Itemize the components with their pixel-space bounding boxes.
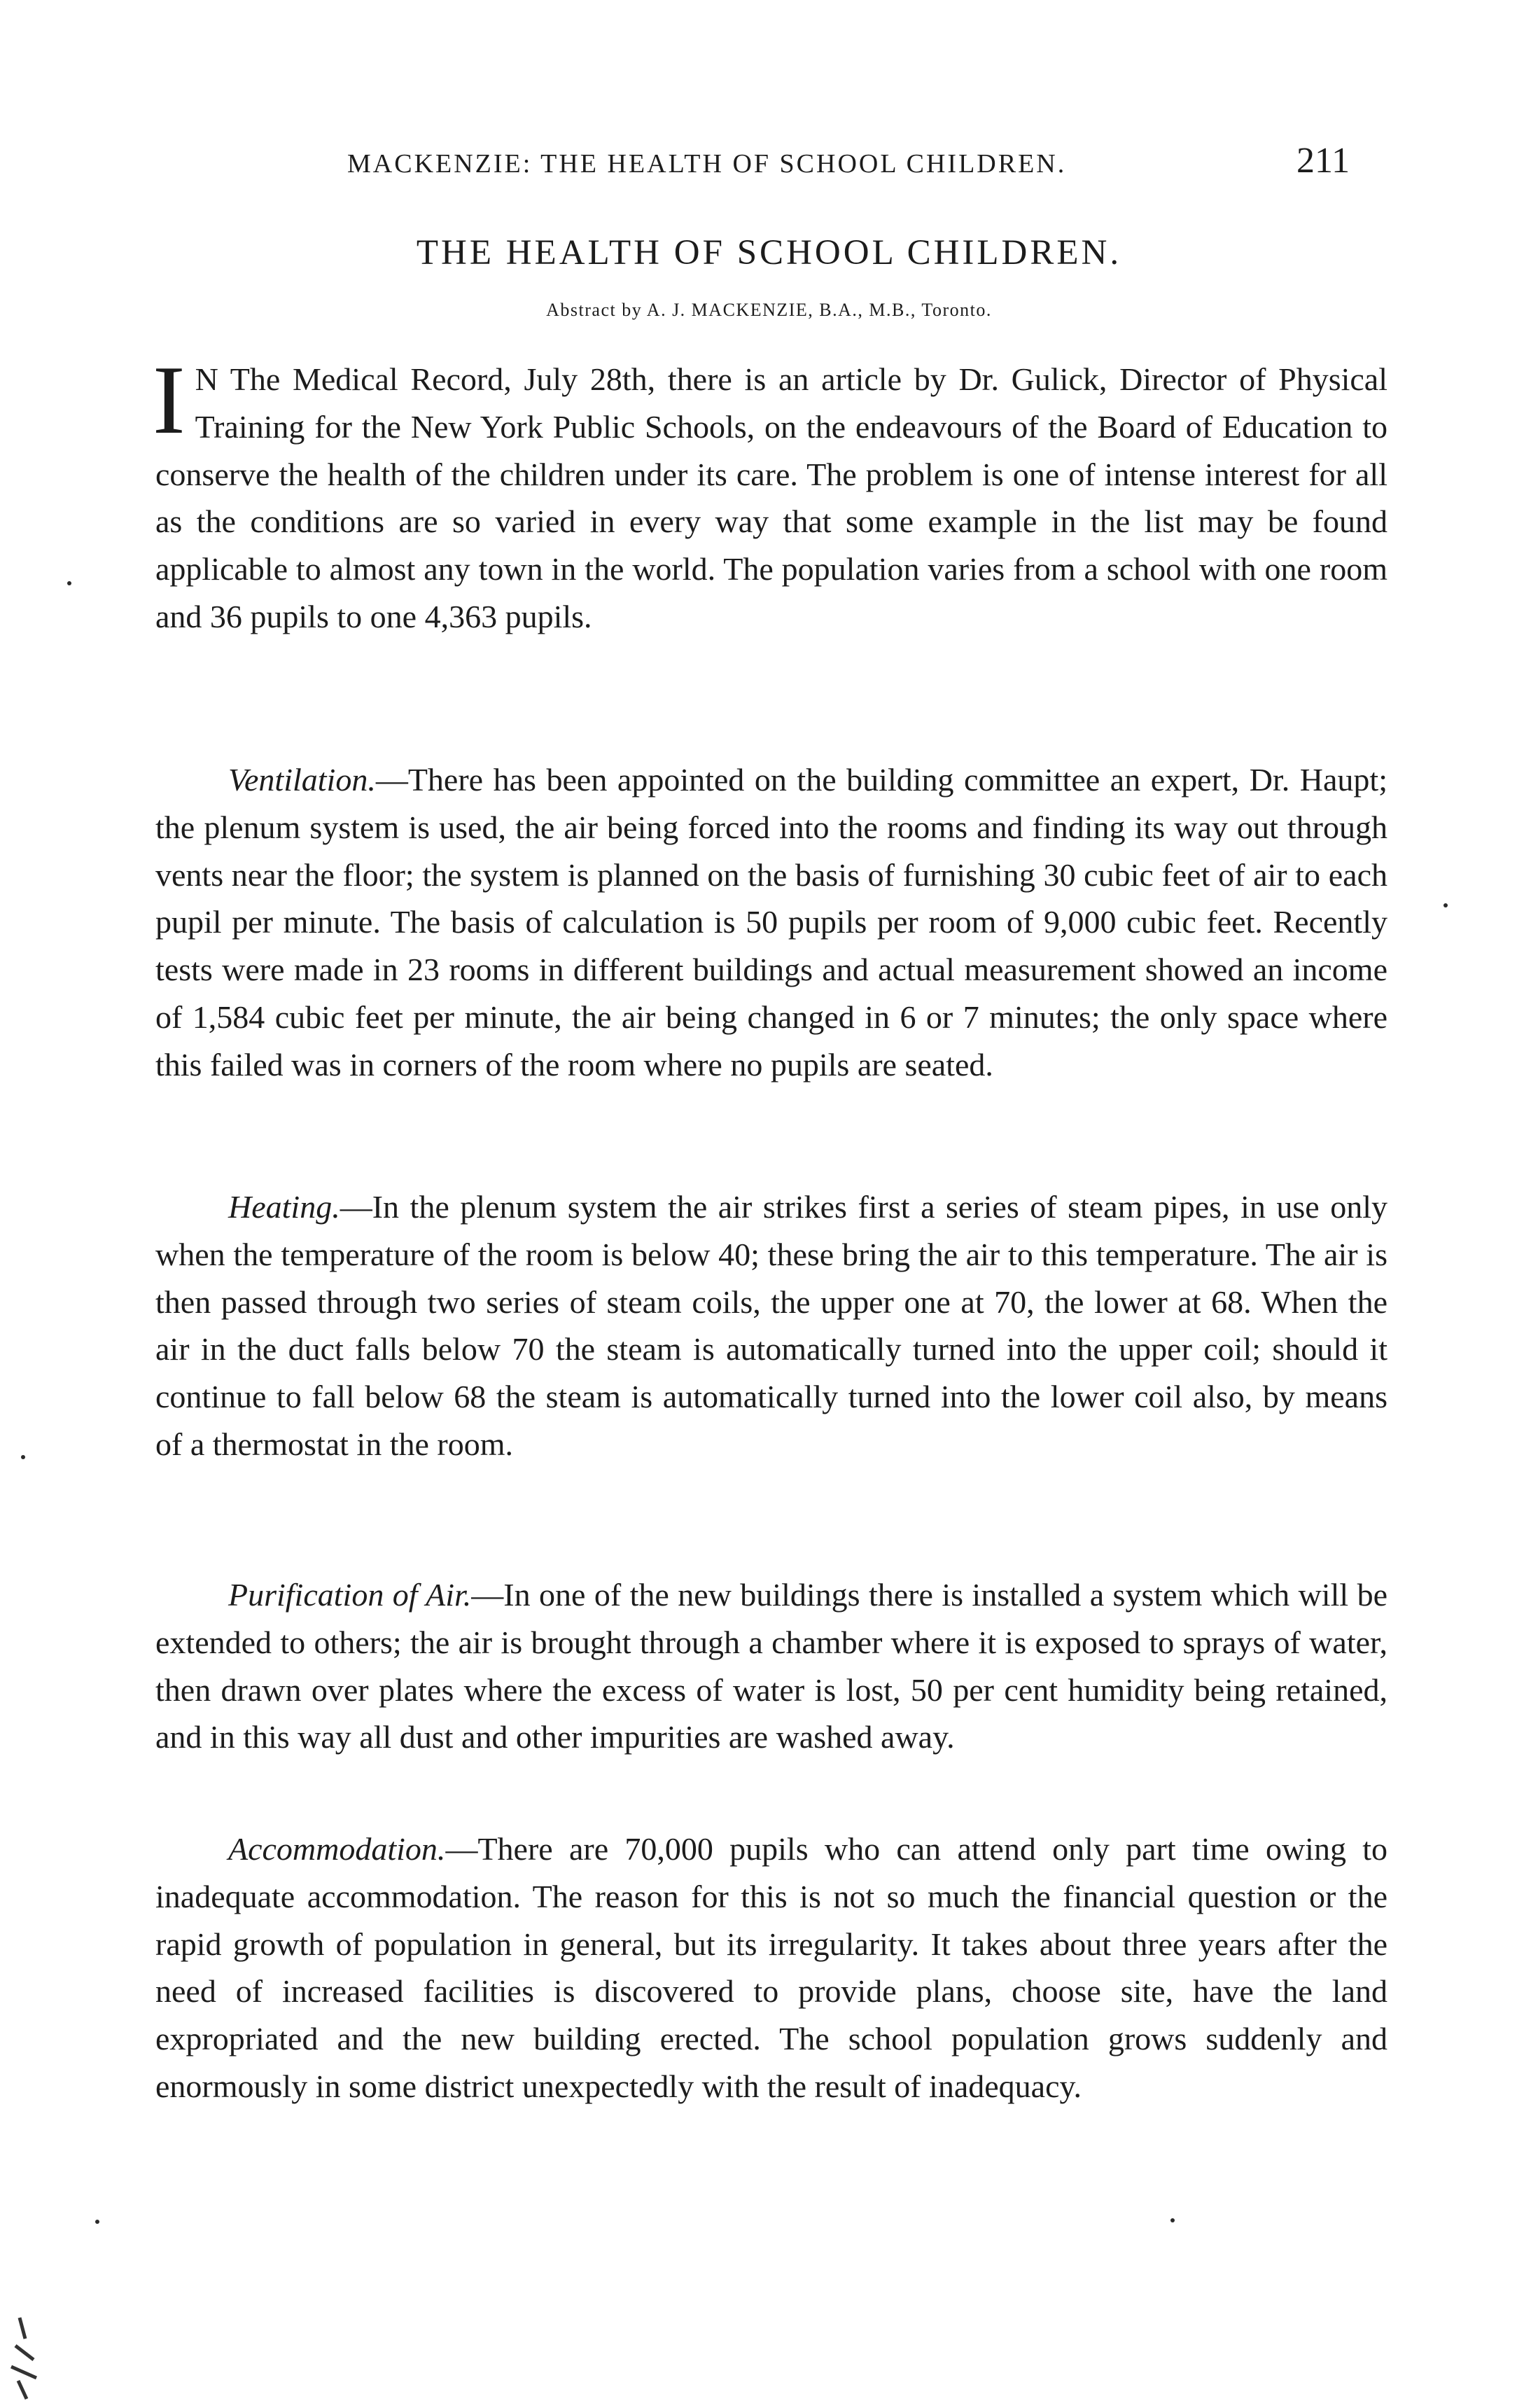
scan-speck [1443, 903, 1448, 907]
running-head: MACKENZIE: THE HEALTH OF SCHOOL CHILDREN. [347, 149, 1067, 179]
section-accommodation [155, 1825, 1387, 2110]
section-purification [155, 1571, 1387, 1761]
drop-cap: I [153, 346, 186, 454]
scan-speck [67, 581, 71, 585]
byline: Abstract by A. J. MACKENZIE, B.A., M.B., Toronto. [546, 300, 992, 320]
intro-paragraph [153, 346, 1387, 641]
section-heading: Ventilation. [228, 762, 376, 798]
section-text: —There are 70,000 pupils who can attend only part time owing to inadequate accommodation. The reason for this is not so much the financial question or the rapid growth of population in general, but its irregularity. It takes about three years after the need of increased facilities is discovered to provide plans, choose site, have the land expropriated and the new building erected. The school population grows suddenly and enormously in some district unexpectedly with the result of inadequacy. [155, 1831, 1387, 2104]
scan-speck [21, 1455, 25, 1459]
scan-speck [1170, 2218, 1175, 2222]
scan-speck [95, 2220, 99, 2224]
page-number: 211 [1296, 141, 1350, 181]
article-title: THE HEALTH OF SCHOOL CHILDREN. [416, 233, 1122, 272]
section-text: —In the plenum system the air strikes first a series of steam pipes, in use only when the temperature of the room is below 40; these bring the air to this temperature. The air is then passed through two series of steam coils, the upper one at 70, the lower at 68. When the air in the duct falls below 70 the steam is automatically turned into the upper coil; should it continue to fall below 68 the steam is automatically turned into the lower coil also, by means of a thermostat in the room. [155, 1189, 1387, 1462]
section-heating [155, 1183, 1387, 1468]
section-text: —In one of the new buildings there is installed a system which will be extended to others; the air is brought through a chamber where it is exposed to sprays of water, then drawn over plates where the excess of water is lost, 50 per cent humidity being retained, and in this way all dust and other impurities are washed away. [155, 1577, 1387, 1755]
section-ventilation [155, 756, 1387, 1089]
section-heading: Purification of Air. [228, 1577, 472, 1613]
section-text: —There has been appointed on the building committee an expert, Dr. Haupt; the plenum system is used, the air being forced into the rooms and finding its way out through vents near the floor; the system is planned on the basis of furnishing 30 cubic feet of air to each pupil per minute. The basis of calculation is 50 pupils per room of 9,000 cubic feet. Recently tests were made in 23 rooms in different buildings and actual measurement showed an income of 1,584 cubic feet per minute, the air being changed in 6 or 7 minutes; the only space where this failed was in corners of the room where no pupils are seated. [155, 762, 1387, 1083]
binding-mark [6, 2311, 48, 2402]
section-heading: Heating. [228, 1189, 340, 1225]
intro-text: N The Medical Record, July 28th, there is an article by Dr. Gulick, Director of Physical Training for the New York Public Schools, on the endeavours of the Board of Education to conserve the health of the children under its care. The problem is one of intense interest for all as the conditions are so varied in every way that some example in the list may be found applicable to almost any town in the world. The population varies from a school with one room and 36 pupils to one 4,363 pupils. [155, 361, 1387, 634]
section-heading: Accommodation. [228, 1831, 446, 1867]
